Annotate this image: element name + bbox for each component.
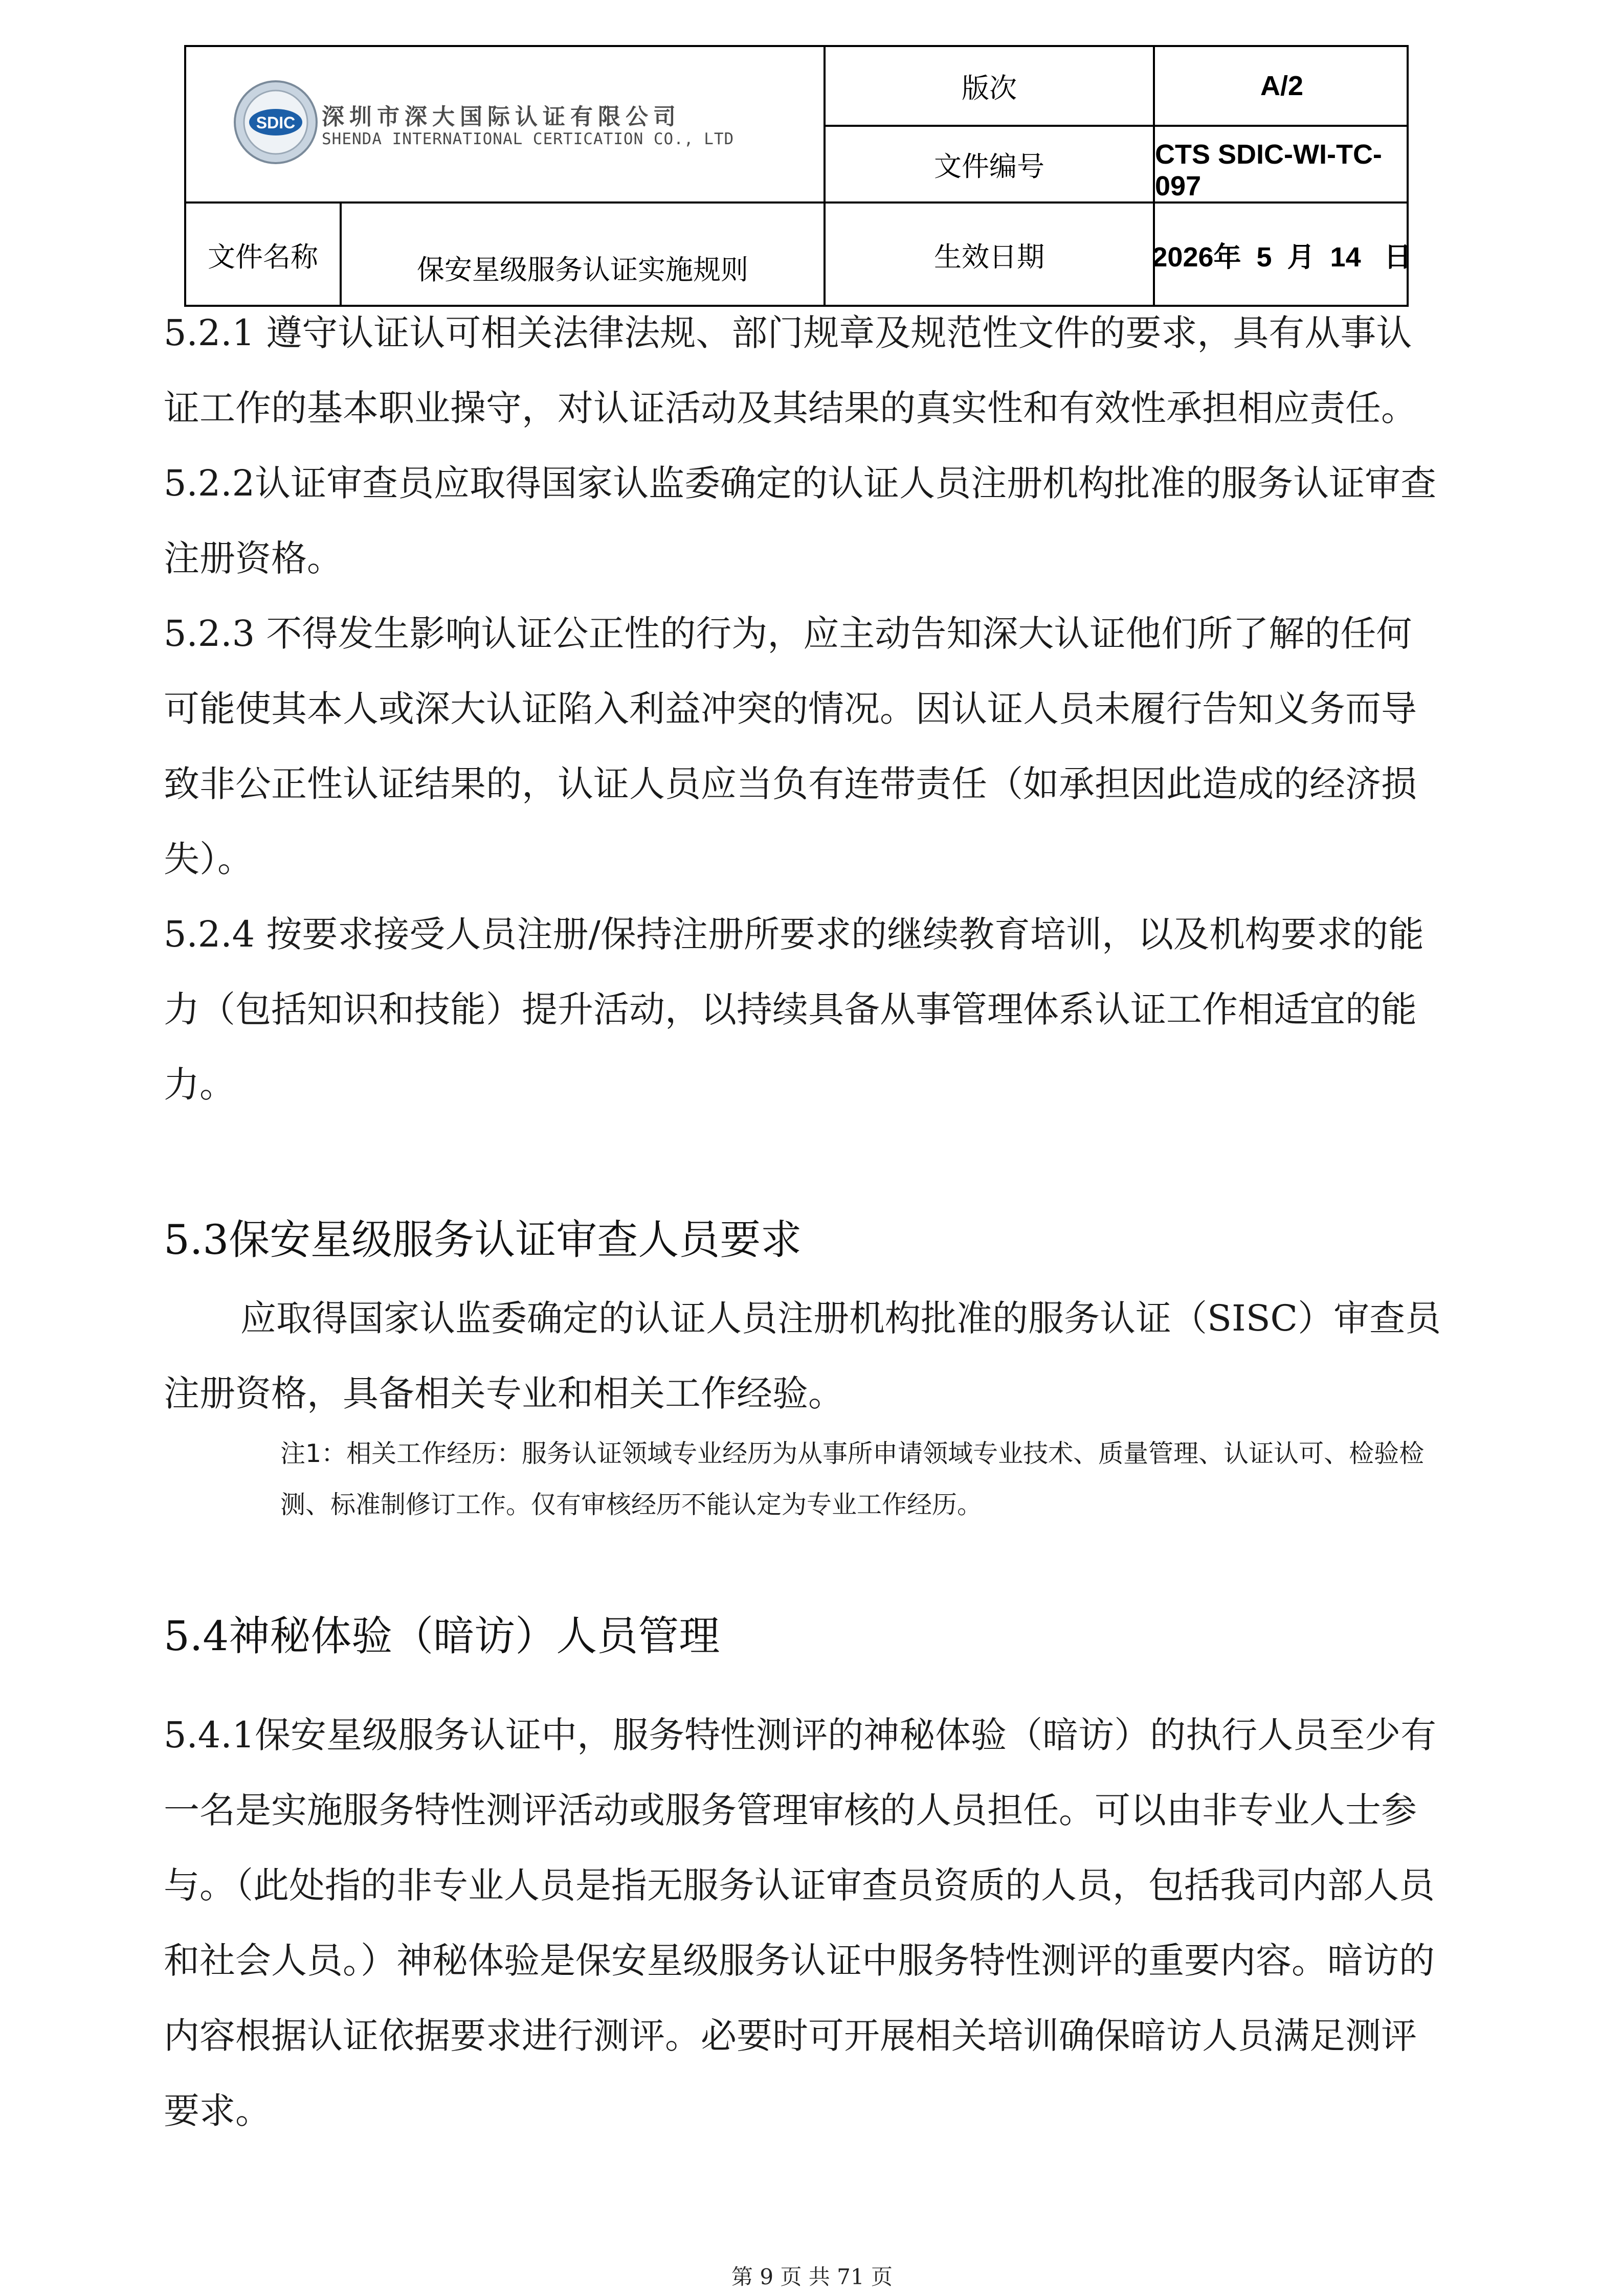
effective-date-value: 2026年 5 月 14 日 — [1152, 241, 1412, 273]
effective-date-label: 生效日期 — [934, 240, 1044, 273]
clause-5-2-2: 5.2.2认证审查员应取得国家认监委确定的认证人员注册机构批准的服务认证审查注册资格。 — [164, 462, 1437, 579]
section-5-4-body — [164, 1698, 1442, 2149]
version-label: 版次 — [962, 72, 1017, 104]
section-5-3-body — [164, 1281, 1442, 1431]
doc-name-value: 保安星级服务认证实施规则 — [417, 253, 748, 286]
section-heading-5-4: 5.4神秘体验（暗访）人员管理 — [164, 1612, 720, 1660]
section-heading-5-3: 5.3保安星级服务认证审查人员要求 — [164, 1216, 802, 1264]
company-name-en: SHENDA INTERNATIONAL CERTICATION CO., LTD — [322, 130, 735, 148]
doc-number-label: 文件编号 — [934, 150, 1044, 183]
clause-5-2-3: 5.2.3 不得发生影响认证公正性的行为，应主动告知深大认证他们所了解的任何可能使其本人或深大认证陷入利益冲突的情况。因认证人员未履行告知义务而导致非公正性认证结果的，认证人员应当负有连带责任（如承担因此造成的经济损失）。 — [164, 613, 1417, 880]
svg-text:SDIC: SDIC — [256, 114, 296, 132]
section-5-2-body — [164, 296, 1442, 1122]
doc-number-value: CTS SDIC-WI-TC-097 — [1155, 139, 1382, 201]
clause-5-3: 应取得国家认监委确定的认证人员注册机构批准的服务认证（SISC）审查员注册资格，具备相关专业和相关工作经验。 — [164, 1297, 1441, 1414]
company-name-cn: 深圳市深大国际认证有限公司 — [322, 104, 681, 130]
clause-5-2-1: 5.2.1 遵守认证认可相关法律法规、部门规章及规范性文件的要求，具有从事认证工作的基本职业操守，对认证活动及其结果的真实性和有效性承担相应责任。 — [164, 312, 1417, 429]
page-number: 第 9 页 共 71 页 — [731, 2264, 893, 2289]
company-logo — [232, 79, 744, 191]
seal-icon — [232, 79, 319, 166]
note-1: 注1：相关工作经历：服务认证领域专业经历为从事所申请领域专业技术、质量管理、认证认可、检验检测、标准制修订工作。仅有审核经历不能认定为专业工作经历。 — [280, 1439, 1425, 1519]
clause-5-2-4: 5.2.4 按要求接受人员注册/保持注册所要求的继续教育培训，以及机构要求的能力（包括知识和技能）提升活动，以持续具备从事管理体系认证工作相适宜的能力。 — [164, 913, 1424, 1106]
clause-5-4-1: 5.4.1保安星级服务认证中，服务特性测评的神秘体验（暗访）的执行人员至少有一名是实施服务特性测评活动或服务管理审核的人员担任。可以由非专业人士参与。（此处指的非专业人员是指无服务认证审查员资质的人员，包括我司内部人员和社会人员。）神秘体验是保安星级服务认证中服务特性测评的重要内容。暗访的内容根据认证依据要求进行测评。必要时可开展相关培训确保暗访人员满足测评要求。 — [164, 1714, 1437, 2132]
document-header-table — [184, 45, 1412, 307]
version-value: A/2 — [1260, 71, 1304, 101]
doc-name-label: 文件名称 — [208, 240, 318, 273]
